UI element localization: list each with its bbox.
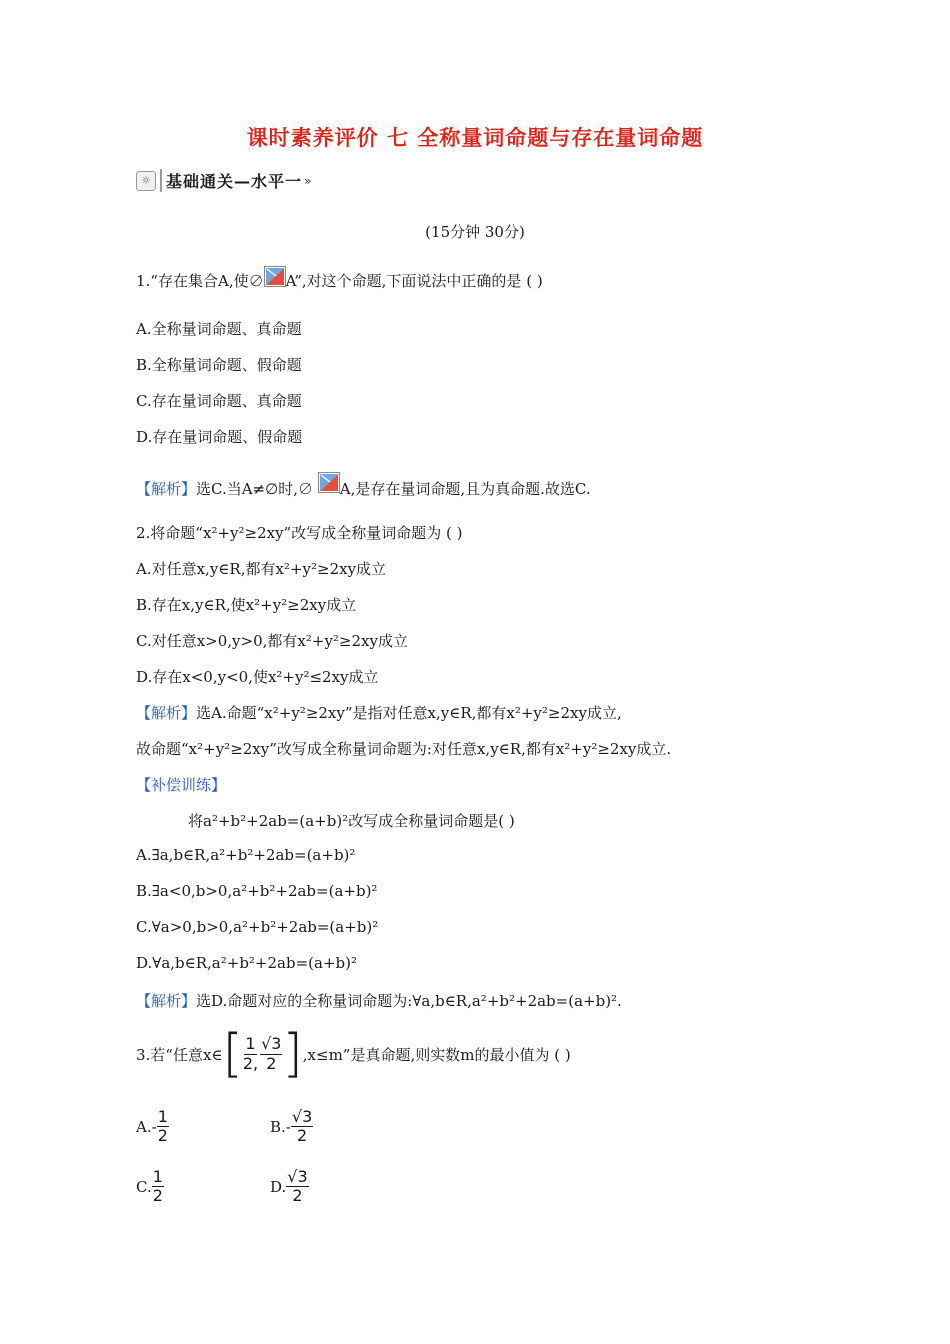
analysis-tag: 【解析】 (136, 704, 197, 722)
double-arrow-icon: » (304, 173, 312, 188)
time-info: (15分钟 30分) (425, 223, 525, 241)
q3-option-b: B. - $\frac{√3}{2}$ (270, 1107, 313, 1146)
q1-option-d: D.存在量词命题、假命题 (136, 428, 303, 446)
q2-stem: 2.将命题“x²+y²≥2xy”改写成全称量词命题为 ( ) (136, 524, 463, 542)
q2-analysis-line1: 【解析】选A.命题“x²+y²≥2xy”是指对任意x,y∈R,都有x²+y²≥2xy成立, (136, 704, 622, 722)
section-header (136, 169, 311, 192)
q2-option-a: A.对任意x,y∈R,都有x²+y²≥2xy成立 (136, 560, 387, 578)
q2-option-c: C.对任意x>0,y>0,都有x²+y²≥2xy成立 (136, 632, 408, 650)
bonus-tag: 【补偿训练】 (136, 776, 227, 794)
left-bracket: [ (222, 1024, 243, 1084)
bonus-stem: 将a²+b²+2ab=(a+b)²改写成全称量词命题是( ) (188, 812, 515, 830)
bonus-option-b: B.∃a<0,b>0,a²+b²+2ab=(a+b)² (136, 882, 378, 900)
subset-symbol-icon (318, 472, 340, 496)
bonus-analysis: 【解析】选D.命题对应的全称量词命题为:∀a,b∈R,a²+b²+2ab=(a+b)². (136, 992, 622, 1010)
q1-stem: 1.“存在集合A,使∅ A”,对这个命题,下面说法中正确的是 ( ) (136, 266, 543, 291)
bonus-option-c: C.∀a>0,b>0,a²+b²+2ab=(a+b)² (136, 918, 379, 936)
q3-option-c: C. $\frac{1}{2}$ (136, 1167, 163, 1206)
q3-option-a: A. - $\frac{1}{2}$ (136, 1107, 168, 1146)
q1-option-b: B.全称量词命题、假命题 (136, 356, 302, 374)
page-title: 课时素养评价 七 全称量词命题与存在量词命题 (246, 126, 704, 150)
q1-option-c: C.存在量词命题、真命题 (136, 392, 302, 410)
subset-symbol-icon (264, 266, 286, 290)
q3-option-d: D. $\frac{√3}{2}$ (270, 1167, 308, 1206)
lightbulb-icon: ☼ (136, 171, 156, 191)
q2-option-b: B.存在x,y∈R,使x²+y²≥2xy成立 (136, 596, 357, 614)
q3-stem: 3.若“任意x∈ [ $\frac{1}{2,}$ $\frac{√3}{2}$ ] ,x≤m”是真命题,则实数m的最小值为 ( ) (136, 1024, 571, 1084)
q1-option-a: A.全称量词命题、真命题 (136, 320, 302, 338)
analysis-tag: 【解析】 (136, 992, 197, 1010)
right-bracket: ] (282, 1024, 303, 1084)
bonus-option-a: A.∃a,b∈R,a²+b²+2ab=(a+b)² (136, 846, 356, 864)
q2-analysis-line2: 故命题“x²+y²≥2xy”改写成全称量词命题为:对任意x,y∈R,都有x²+y²≥2xy成立. (136, 740, 672, 758)
interval-lower: $\frac{1}{2,}$ (242, 1034, 259, 1073)
q1-analysis: 【解析】选C.当A≠∅时,∅ A,是存在量词命题,且为真命题.故选C. (136, 472, 591, 499)
q2-option-d: D.存在x<0,y<0,使x²+y²≤2xy成立 (136, 668, 379, 686)
analysis-tag: 【解析】 (136, 480, 197, 498)
bonus-option-d: D.∀a,b∈R,a²+b²+2ab=(a+b)² (136, 954, 357, 972)
section-label: 基础通关—水平一 (160, 169, 302, 192)
interval-upper: $\frac{√3}{2}$ (261, 1034, 282, 1073)
